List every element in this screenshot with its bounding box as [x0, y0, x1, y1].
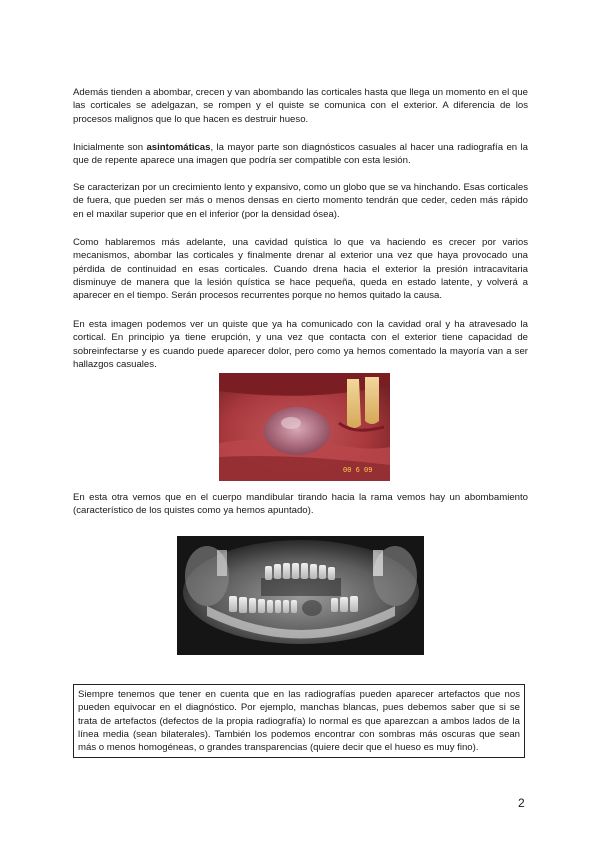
- photo-date-stamp: 00 6 09: [343, 467, 373, 475]
- paragraph-cuerpo-mandibular: En esta otra vemos que en el cuerpo mandibular tirando hacia la rama vemos hay un abombamiento (característico de los quistes como ya hemos apuntado).: [73, 492, 528, 517]
- page-number: 2: [518, 796, 525, 810]
- paragraph-imagen-quiste: En esta imagen podemos ver un quiste que ya ha comunicado con la cavidad oral y ha atravesado la cortical. En principio ya tiene erupción, y una vez que contacta con el exterior tiene capacidad de sobreinfectarse y es cuando puede aparecer dolor, pero como ya hemos comentado la mayoría van a ser hallazgos casuales.: [73, 319, 528, 370]
- p2-text-after: , la mayor parte son diagnósticos casuales al hacer una radiografía en la que de repente aparece una imagen que podría ser compatible con esta lesión.: [73, 142, 528, 167]
- paragraph-crecimiento: Se caracterizan por un crecimiento lento y expansivo, como un globo que se va hinchando. Esas corticales de fuera, que pueden ser más o menos densas en cierto momento tendrán que ceder, ceden más rápido en el maxilar superior que en el inferior (por la densidad ósea).: [73, 182, 528, 220]
- paragraph-abombar: Además tienden a abombar, crecen y van abombando las corticales hasta que llega un momento en el que las corticales se adelgazan, se rompen y el quiste se comunica con el exterior. A diferencia de los procesos malignos que lo que hacen es destruir hueso.: [73, 87, 528, 125]
- paragraph-asintomaticas: [73, 141, 528, 168]
- panoramic-xray: [177, 536, 424, 655]
- p2-bold-term: asintomáticas: [146, 142, 211, 153]
- p2-text-before: Inicialmente son: [73, 142, 147, 153]
- paragraph-cavidad-quistica: Como hablaremos más adelante, una cavidad quística lo que va haciendo es crecer por varios mecanismos, abombar las corticales y finalmente drenar al exterior una vez que haya provocado una pérdida de continuidad en esas corticales. Cuando drena hacia el exterior la presión intracavitaria disminuye de manera que la lesión quística se hace pequeña, queda en estado latente, y volverá a aparecer en el tiempo. Serán procesos recurrentes porque no hemos quitado la causa.: [73, 237, 528, 302]
- intraoral-cyst-photo: [219, 373, 390, 481]
- artifacts-note-box: Siempre tenemos que tener en cuenta que en las radiografías pueden aparecer artefactos que nos pueden equivocar en el diagnóstico. Por ejemplo, manchas blancas, pues debemos saber que si se trata de artefactos (defectos de la propia radiografía) lo normal es que aparezcan a ambos lados de la línea media (sean bilaterales). También los podemos encontrar con sombras más oscuras que sean más o menos homogéneas, o grandes transparencias (quiere decir que el hueso es muy fino).: [73, 684, 525, 758]
